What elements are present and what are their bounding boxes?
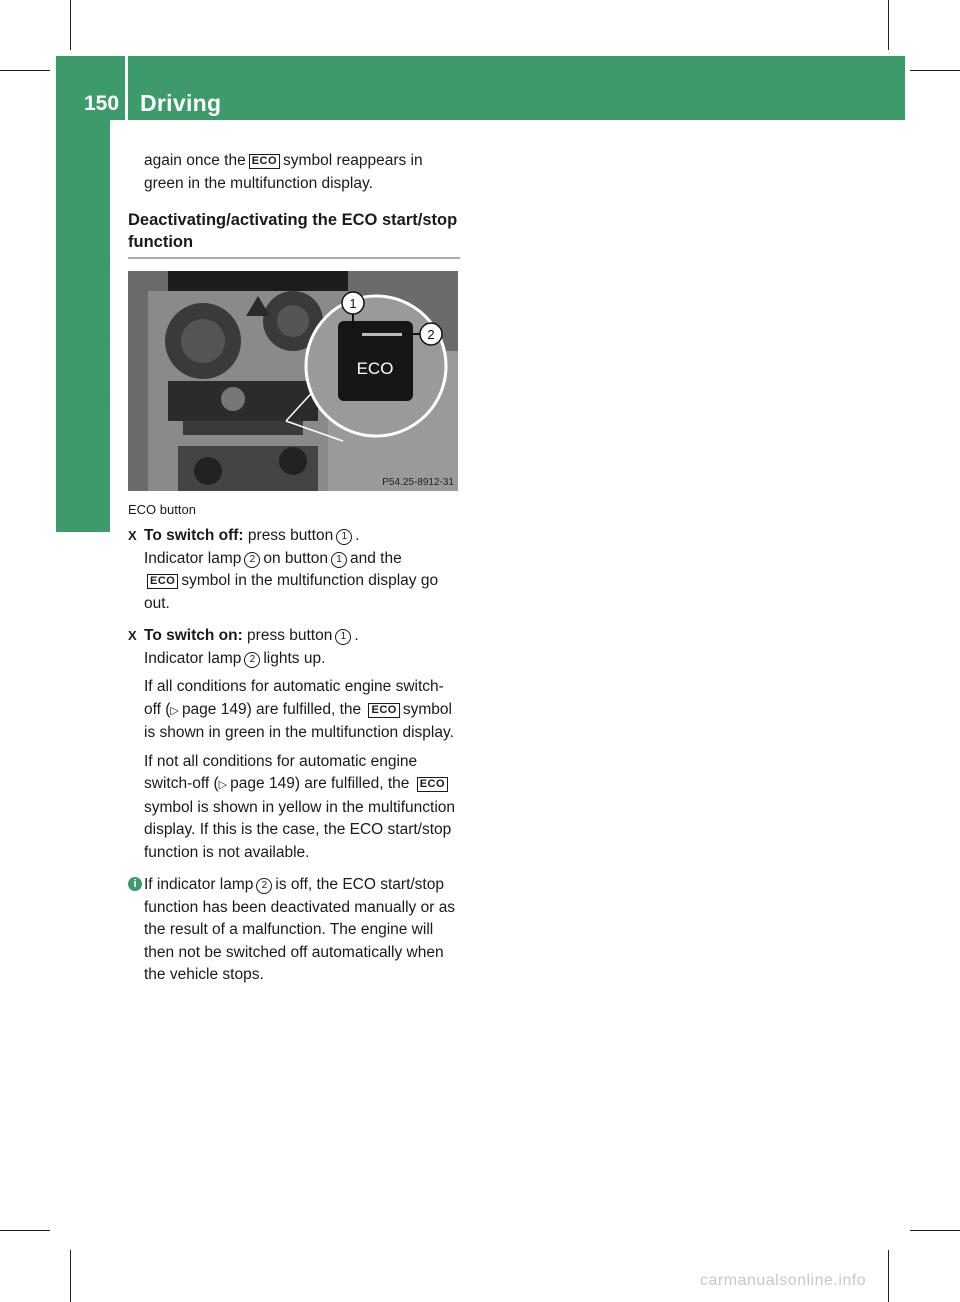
- eco-icon: ECO: [249, 154, 280, 169]
- step-switch-on: X To switch on: press button 1 . Indicator lamp 2 lights up. If all conditions for automatic engine switch-off (▷ page 149) are fulfilled, the ECO symbol is shown in green in the multifunction display. If not all conditions for automatic engine switch-off (▷ page 149) are fulfilled, the ECOsymbol is shown in yellow in the multifunction display. If this is the case, the ECO start/stop function is not available.: [128, 627, 455, 861]
- callout-1: 1: [349, 296, 357, 311]
- eco-icon: ECO: [417, 777, 448, 792]
- intro-paragraph: again once the ECO symbol reappears in green in the multifunction display.: [144, 152, 423, 192]
- callout-1-icon: 1: [331, 552, 347, 568]
- callout-2-icon: 2: [244, 552, 260, 568]
- header-separator: [125, 56, 128, 120]
- main-content: [128, 150, 460, 987]
- chapter-label: Driving and parking: [84, 255, 109, 470]
- crop-mark: [888, 0, 889, 50]
- eco-button-label: ECO: [356, 359, 394, 378]
- section-heading: Deactivating/activating the ECO start/stop function: [128, 211, 458, 251]
- callout-2-icon: 2: [256, 878, 272, 894]
- info-icon: i: [128, 877, 142, 891]
- crop-mark: [70, 1250, 71, 1302]
- step-switch-off: X To switch off: press button 1 . Indicator lamp 2 on button 1 and the ECO symbol in the multifunction display go out.: [128, 527, 439, 612]
- heading-rule: [128, 257, 460, 259]
- figure-caption: ECO button: [128, 502, 196, 517]
- step-arrow-icon: X: [128, 628, 137, 643]
- crop-mark: [0, 1230, 50, 1231]
- crop-mark: [888, 1250, 889, 1302]
- crop-mark: [0, 70, 50, 71]
- eco-icon: ECO: [147, 574, 178, 589]
- eco-icon: ECO: [368, 703, 399, 718]
- callout-1-icon: 1: [335, 629, 351, 645]
- page-number: 150: [84, 92, 120, 115]
- eco-button-figure: [128, 271, 458, 491]
- callout-2-icon: 2: [244, 652, 260, 668]
- crop-mark: [910, 70, 960, 71]
- step-arrow-icon: X: [128, 528, 137, 543]
- figure-code: P54.25-8912-31: [382, 477, 454, 488]
- dashboard-illustration: [128, 271, 458, 491]
- info-note: i If indicator lamp 2 is off, the ECO start/stop function has been deactivated manually or as the result of a malfunction. The engine will then not be switched off automatically when the vehicle stops.: [128, 874, 460, 987]
- section-title: Driving: [140, 90, 222, 116]
- crop-mark: [70, 0, 71, 50]
- callout-1-icon: 1: [336, 529, 352, 545]
- page-ref-icon: ▷: [218, 779, 231, 791]
- page-ref-icon: ▷: [170, 704, 182, 717]
- callout-2: 2: [427, 327, 435, 342]
- watermark: carmanualsonline.info: [700, 1272, 867, 1289]
- crop-mark: [910, 1230, 960, 1231]
